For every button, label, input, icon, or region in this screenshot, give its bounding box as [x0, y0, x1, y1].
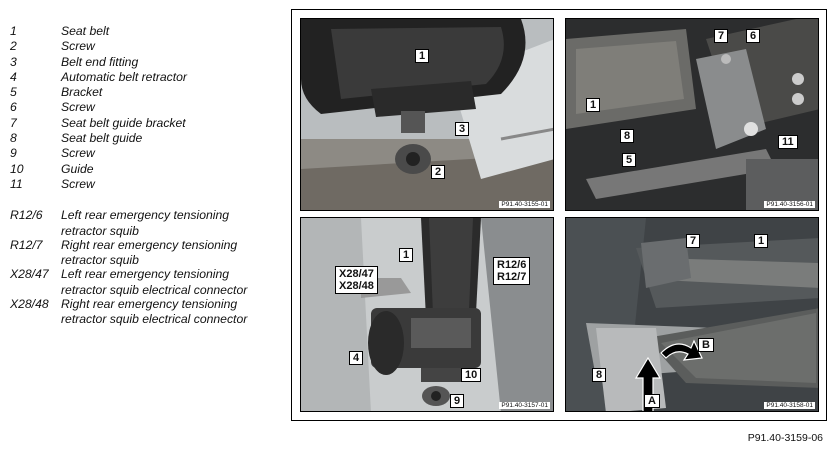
callout-7: 7: [686, 234, 700, 248]
callout-4: 4: [349, 351, 363, 365]
callout-2: 2: [431, 165, 445, 179]
figure-id: P91.40-3159-06: [747, 432, 823, 444]
callout-9: 9: [450, 394, 464, 408]
callout-5: 5: [622, 153, 636, 167]
legend-text: Right rear emergency tensioning retractor squib electrical connector: [61, 296, 248, 327]
callout-1: 1: [399, 248, 413, 262]
callout-11: 11: [778, 135, 798, 149]
photo-ref: P91.40-3156-01: [766, 201, 813, 208]
legend-text: Seat belt guide: [61, 131, 143, 146]
legend-num: R12/6: [10, 208, 43, 223]
legend-text: Left rear emergency tensioning retractor squib electrical connector: [61, 267, 248, 297]
legend-num: X28/47: [10, 267, 49, 282]
legend-num: 2: [10, 39, 17, 54]
legend-text: Screw: [61, 39, 95, 54]
legend-num: 5: [10, 85, 17, 100]
legend-text: Screw: [61, 146, 95, 161]
callout-b: B: [698, 338, 714, 352]
legend-num: 1: [10, 24, 17, 38]
legend-num: 6: [10, 100, 17, 115]
photo-belt-guide-bracket-illustration: [566, 19, 819, 211]
callout-x28-47: X28/47: [339, 268, 374, 280]
legend-text: Belt end fitting: [61, 54, 139, 69]
legend-text: Guide: [61, 161, 94, 176]
callout-x28: [335, 266, 378, 294]
legend-num: 10: [10, 161, 24, 176]
photo-belt-retractor: [300, 217, 554, 412]
legend-num: 9: [10, 146, 17, 161]
photo-ref: P91.40-3158-01: [766, 402, 813, 409]
callout-r12-6: R12/6: [497, 259, 527, 271]
legend-text: Right rear emergency tensioning retractor squib: [61, 237, 238, 268]
legend-text: Bracket: [61, 85, 103, 100]
callout-10: 10: [461, 368, 481, 382]
photo-belt-guide-bracket: [565, 18, 819, 211]
callout-1: 1: [586, 98, 600, 112]
callout-1: 1: [415, 49, 429, 63]
figure-frame: [291, 9, 827, 421]
callout-1: 1: [754, 234, 768, 248]
legend-num: 7: [10, 115, 17, 130]
legend-num: X28/48: [10, 296, 49, 311]
photo-belt-end-fitting-illustration: [301, 19, 554, 211]
photo-belt-retractor-illustration: [301, 218, 554, 412]
callout-6: 6: [746, 29, 760, 43]
callout-x28-48: X28/48: [339, 280, 374, 292]
legend-num: 4: [10, 69, 17, 84]
callout-7: 7: [714, 29, 728, 43]
callout-r12-7: R12/7: [497, 271, 527, 283]
legend-text: Screw: [61, 176, 95, 191]
legend-num: R12/7: [10, 237, 43, 252]
callout-r12: [493, 257, 530, 285]
photo-belt-end-fitting: [300, 18, 554, 211]
photo-ref: P91.40-3155-01: [501, 201, 548, 208]
legend-text: Automatic belt retractor: [61, 69, 187, 84]
legend-num: 8: [10, 131, 17, 146]
legend-num: 11: [10, 176, 23, 191]
callout-8: 8: [592, 368, 606, 382]
legend-num: 3: [10, 54, 17, 69]
callout-3: 3: [455, 122, 469, 136]
legend-text: Seat belt guide bracket: [61, 115, 186, 130]
legend-text: Screw: [61, 100, 95, 115]
legend-text: Seat belt: [61, 24, 110, 38]
photo-ref: P91.40-3157-01: [501, 402, 548, 409]
photo-belt-guide: [565, 217, 819, 412]
callout-a: A: [644, 394, 660, 408]
legend-text: Left rear emergency tensioning retractor squib: [61, 208, 230, 238]
callout-8: 8: [620, 129, 634, 143]
